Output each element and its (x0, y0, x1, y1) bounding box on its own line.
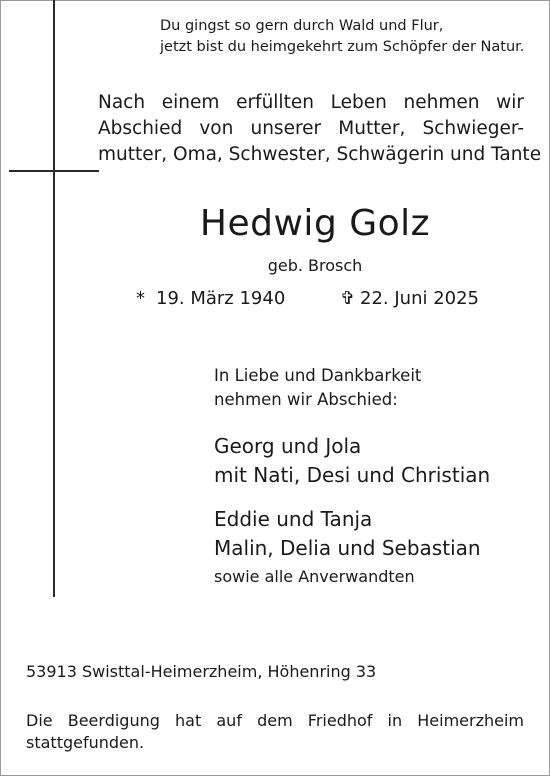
birth-name: geb. Brosch (267, 256, 363, 275)
family-line-1: Georg und Jola (214, 434, 362, 458)
birth-star-icon: * (136, 288, 145, 309)
burial-note (26, 710, 524, 754)
birth-info (136, 286, 285, 312)
family-line-2: mit Nati, Desi und Christian (214, 463, 491, 487)
deceased-name: Hedwig Golz (199, 203, 431, 244)
burial-line-2: stattgefunden. (26, 733, 145, 752)
death-cross-icon: ✞ (340, 288, 356, 309)
cross-vertical-bar (53, 0, 55, 597)
family-list (214, 432, 490, 563)
intro-line-1: Nach einem erfüllten Leben nehmen wir (98, 92, 524, 113)
intro-text (98, 90, 542, 168)
death-date: 22. Juni 2025 (360, 288, 480, 309)
intro-line-2: Abschied von unserer Mutter, Schwieger- (98, 118, 524, 139)
intro-line-3: mutter, Oma, Schwester, Schwägerin und Tante (98, 144, 542, 165)
relatives-text: sowie alle Anverwandten (214, 567, 415, 586)
farewell-text (214, 364, 421, 412)
verse-line-1: Du gingst so gern durch Wald und Flur, (160, 18, 444, 34)
burial-line-1: Die Beerdigung hat auf dem Friedhof in Heimerzheim (26, 711, 524, 730)
verse-line-2: jetzt bist du heimgekehrt zum Schöpfer der Natur. (160, 39, 525, 55)
verse (160, 16, 525, 58)
death-info (340, 286, 479, 312)
family-line-3: Eddie und Tanja (214, 507, 373, 531)
mourning-address: 53913 Swisttal-Heimerzheim, Höhenring 33 (26, 662, 377, 681)
cross-horizontal-bar (9, 170, 99, 172)
family-line-4: Malin, Delia und Sebastian (214, 536, 481, 560)
birth-date: 19. März 1940 (156, 288, 286, 309)
farewell-line-2: nehmen wir Abschied: (214, 390, 398, 409)
farewell-line-1: In Liebe und Dankbarkeit (214, 366, 422, 385)
